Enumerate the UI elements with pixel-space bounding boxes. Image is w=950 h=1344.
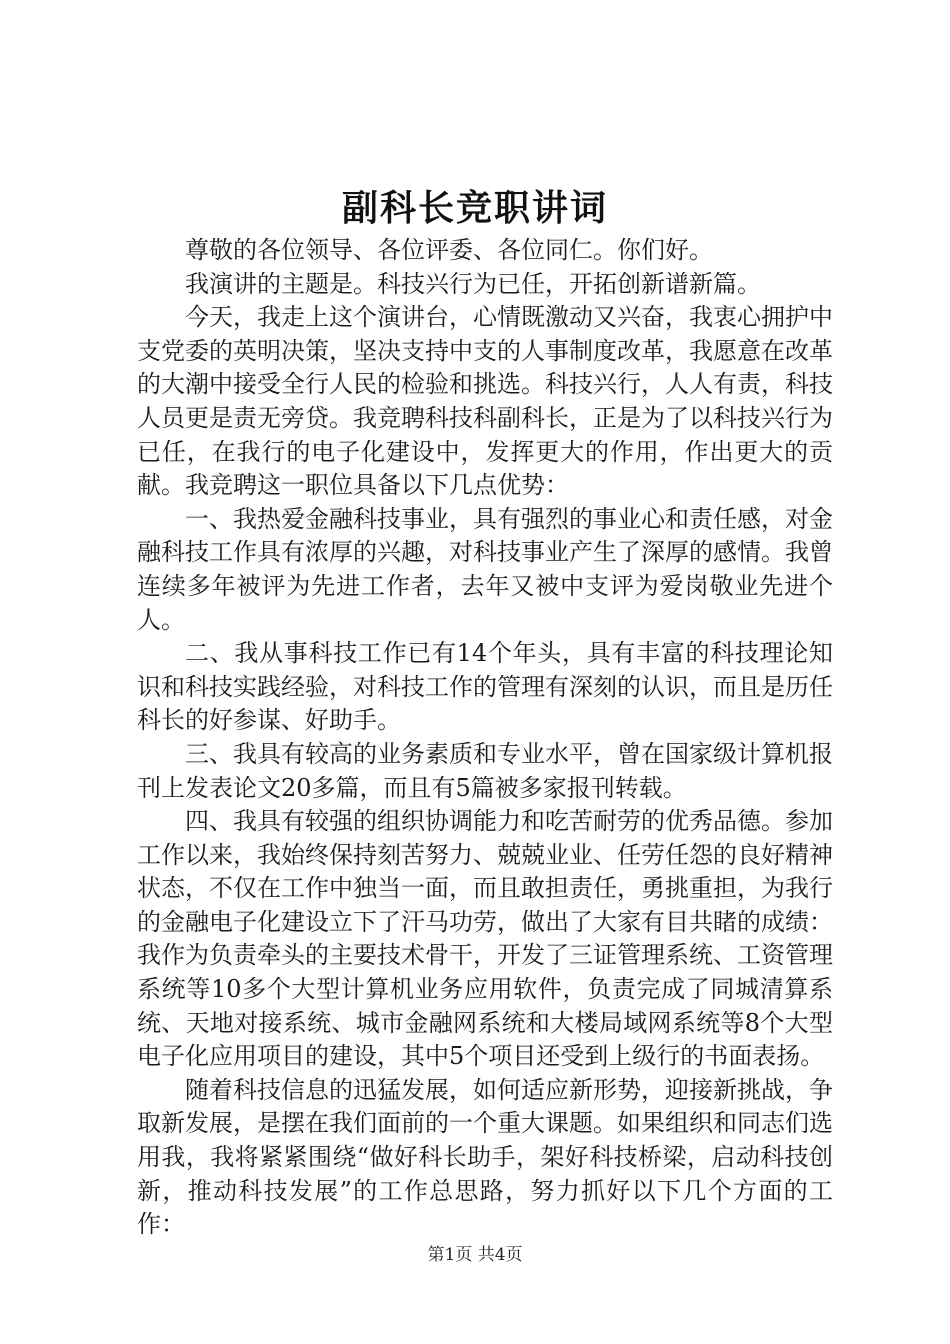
page-number-footer: 第1页 共4页 xyxy=(427,1245,523,1265)
paragraph-intro: 今天，我走上这个演讲台，心情既激动又兴奋，我衷心拥护中支党委的英明决策，坚决支持中支的人事制度改革，我愿意在改革的大潮中接受全行人民的检验和挑选。科技兴行，人人有责，科技人员更是责无旁贷。我竞聘科技科副科长，正是为了以科技兴行为已任，在我行的电子化建设中，发挥更大的作用，作出更大的贡献。我竞聘这一职位具备以下几点优势： xyxy=(137,303,833,500)
paragraph-plan: 随着科技信息的迅猛发展，如何适应新形势，迎接新挑战，争取新发展，是摆在我们面前的一个重大课题。如果组织和同志们选用我，我将紧紧围绕“做好科长助手，架好科技桥梁，启动科技创新，推动科技发展”的工作总思路，努力抓好以下几个方面的工作： xyxy=(137,1075,833,1239)
document-body xyxy=(137,234,833,1242)
document-title: 副科长竞职讲词 xyxy=(341,187,608,229)
paragraph-greeting: 尊敬的各位领导、各位评委、各位同仁。你们好。 xyxy=(185,236,713,264)
paragraph-advantage-1: 一、我热爱金融科技事业，具有强烈的事业心和责任感，对金融科技工作具有浓厚的兴趣，对科技事业产生了深厚的感情。我曾连续多年被评为先进工作者，去年又被中支评为爱岗敬业先进个人。 xyxy=(137,504,833,634)
paragraph-advantage-3: 三、我具有较高的业务素质和专业水平，曾在国家级计算机报刊上发表论文20多篇，而且有5篇被多家报刊转载。 xyxy=(137,739,833,802)
paragraph-advantage-2: 二、我从事科技工作已有14个年头，具有丰富的科技理论知识和科技实践经验，对科技工作的管理有深刻的认识，而且是历任科长的好参谋、好助手。 xyxy=(137,639,833,735)
paragraph-theme: 我演讲的主题是。科技兴行为已任，开拓创新谱新篇。 xyxy=(185,269,761,298)
paragraph-advantage-4: 四、我具有较强的组织协调能力和吃苦耐劳的优秀品德。参加工作以来，我始终保持刻苦努力、兢兢业业、任劳任怨的良好精神状态，不仅在工作中独当一面，而且敢担责任，勇挑重担，为我行的金融电子化建设立下了汗马功劳，做出了大家有目共睹的成绩：我作为负责牵头的主要技术骨干，开发了三证管理系统、工资管理系统等10多个大型计算机业务应用软件，负责完成了同城清算系统、天地对接系统、城市金融网系统和大楼局域网系统等8个大型电子化应用项目的建设，其中5个项目还受到上级行的书面表扬。 xyxy=(137,807,833,1071)
